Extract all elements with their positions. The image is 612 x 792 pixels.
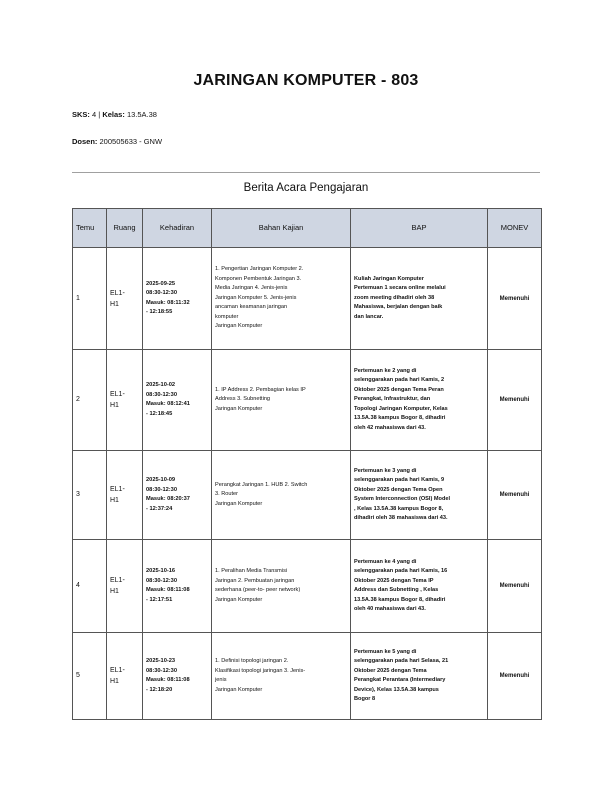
kehadiran-cell-line: - 12:18:55: [146, 309, 173, 315]
temu-cell: 5: [73, 633, 107, 720]
bahan-kajian-cell-line: ancaman keamanan jaringan: [215, 304, 288, 311]
horizontal-divider: [72, 172, 540, 173]
bap-cell-line: Pertemuan ke 2 yang di: [354, 367, 417, 374]
bahan-kajian-cell-line: 1. Peralihan Media Transmisi: [215, 568, 288, 574]
bap-cell-line: oleh 42 mahasiswa dari 43.: [354, 424, 426, 431]
kehadiran-cell: [143, 350, 212, 451]
temu-cell: 4: [73, 540, 107, 633]
kehadiran-cell-line: 2025-10-09: [146, 477, 176, 483]
kehadiran-cell-line: 08:30-12:30: [146, 290, 177, 296]
kehadiran-cell-line: Masuk: 08:11:08: [146, 587, 190, 593]
bahan-kajian-cell: [212, 248, 351, 350]
header-bap: BAP: [351, 209, 488, 248]
table-header-row: [73, 209, 542, 248]
bap-cell-line: 13.5A.38 kampus Bogor 8, dihadiri: [354, 596, 446, 603]
table-row: [73, 350, 542, 451]
bap-cell: [351, 451, 488, 540]
temu-cell: 1: [73, 248, 107, 350]
header-ruang: Ruang: [107, 209, 143, 248]
header-monev: MONEV: [488, 209, 542, 248]
meta-separator: |: [98, 110, 101, 119]
bahan-kajian-cell-line: Jaringan Komputer: [215, 686, 263, 693]
kehadiran-cell: [143, 248, 212, 350]
section-title: Berita Acara Pengajaran: [243, 182, 369, 194]
table-row: [73, 540, 542, 633]
bahan-kajian-cell-line: Jaringan Komputer 5. Jenis-jenis: [215, 294, 297, 301]
bap-cell-line: Device), Kelas 13.5A.38 kampus: [354, 686, 439, 693]
monev-cell: Memenuhi: [488, 248, 542, 350]
temu-cell: 2: [73, 350, 107, 451]
kehadiran-cell-line: 2025-10-02: [146, 382, 176, 388]
ruang-cell-line: EL1-: [110, 289, 125, 297]
monev-cell: Memenuhi: [488, 451, 542, 540]
bap-cell: [351, 633, 488, 720]
bap-cell-line: Bogor 8: [354, 696, 376, 702]
ruang-cell: [107, 451, 143, 540]
bap-cell-line: System Interconnection (OSI) Model: [354, 496, 451, 502]
ruang-cell-line: H1: [110, 678, 119, 685]
kehadiran-cell-line: 2025-10-23: [146, 658, 176, 664]
kehadiran-cell-line: 08:30-12:30: [146, 486, 177, 493]
bahan-kajian-cell-line: Jaringan 2. Pembuatan jaringan: [215, 577, 295, 584]
bap-cell-line: selenggarakan pada hari Selasa, 21: [354, 658, 449, 664]
bahan-kajian-cell-line: komputer: [215, 313, 239, 320]
header-kehadiran: Kehadiran: [143, 209, 212, 248]
bap-cell-line: Topologi Jaringan Komputer, Kelas: [354, 405, 448, 412]
bap-cell-line: Perangkat Perantara (Intermediary: [354, 677, 446, 683]
bap-cell-line: zoom meeting dihadiri oleh 38: [354, 294, 435, 301]
bahan-kajian-cell-line: Klasifikasi topologi jaringan 3. Jenis-: [215, 667, 306, 674]
kehadiran-cell-line: Masuk: 08:12:41: [146, 401, 190, 407]
bahan-kajian-cell: [212, 540, 351, 633]
bap-cell-line: dihadiri oleh 38 mahasiswa dari 43.: [354, 515, 448, 521]
monev-cell: Memenuhi: [488, 350, 542, 451]
bap-cell-line: dan lancar.: [354, 313, 384, 320]
bap-cell-line: Mahasiswa, berjalan dengan baik: [354, 304, 443, 311]
bap-cell: [351, 248, 488, 350]
bap-cell-line: Perangkat, Infrastruktur, dan: [354, 396, 431, 403]
bap-cell-line: oleh 40 mahasiswa dari 43.: [354, 606, 426, 612]
bap-cell-line: 13.5A.38 kampus Bogor 8, dihadiri: [354, 415, 446, 422]
ruang-cell-line: EL1-: [110, 667, 125, 674]
kehadiran-cell-line: 08:30-12:30: [146, 577, 177, 584]
ruang-cell-line: H1: [110, 300, 119, 308]
dosen-value: 200505633 - GNW: [99, 137, 163, 146]
bahan-kajian-cell-line: Komponen Pembentuk Jaringan 3.: [215, 275, 302, 282]
table-row: [73, 633, 542, 720]
dosen-label: Dosen:: [72, 137, 98, 146]
bap-cell-line: Pertemuan ke 4 yang di: [354, 558, 417, 565]
lecturer-line: [72, 137, 162, 146]
course-title: JARINGAN KOMPUTER - 803: [193, 72, 419, 89]
kehadiran-cell-line: - 12:17:51: [146, 596, 173, 603]
ruang-cell-line: EL1-: [110, 577, 125, 584]
bap-cell-line: selenggarakan pada hari Kamis, 9: [354, 477, 445, 483]
monev-cell: Memenuhi: [488, 540, 542, 633]
bahan-kajian-cell-line: 1. Pengertian Jaringan Komputer 2.: [215, 266, 304, 273]
bahan-kajian-cell-line: Jaringan Komputer: [215, 323, 263, 330]
kehadiran-cell-line: 08:30-12:30: [146, 391, 177, 398]
bap-cell-line: Pertemuan 1 secara online melalui: [354, 285, 446, 292]
bap-cell-line: Pertemuan ke 5 yang di: [354, 648, 417, 655]
header-bahan-kajian: Bahan Kajian: [212, 209, 351, 248]
sks-value: 4: [92, 110, 97, 119]
ruang-cell-line: EL1-: [110, 486, 125, 493]
bap-cell-line: selenggarakan pada hari Kamis, 2: [354, 377, 445, 384]
bap-cell-line: selenggarakan pada hari Kamis, 16: [354, 568, 448, 574]
ruang-cell-line: H1: [110, 497, 119, 504]
table-row: [73, 451, 542, 540]
bahan-kajian-cell-line: Perangkat Jaringan 1. HUB 2. Switch: [215, 481, 308, 488]
kehadiran-cell-line: Masuk: 08:11:08: [146, 677, 190, 683]
bahan-kajian-cell-line: 1. Definisi topologi jaringan 2.: [215, 658, 289, 664]
ruang-cell: [107, 540, 143, 633]
bap-cell: [351, 540, 488, 633]
bap-cell-line: Oktober 2025 dengan Tema Peran: [354, 386, 444, 393]
kehadiran-cell-line: 2025-10-16: [146, 568, 176, 574]
kehadiran-cell: [143, 451, 212, 540]
course-meta-line: [72, 110, 157, 119]
bahan-kajian-cell-line: 1. IP Address 2. Pembagian kelas IP: [215, 386, 306, 393]
bahan-kajian-cell-line: Jaringan Komputer: [215, 500, 263, 507]
header-temu: Temu: [73, 209, 107, 248]
kehadiran-cell: [143, 540, 212, 633]
bahan-kajian-cell-line: sederhana (peer-to- peer network): [215, 587, 301, 593]
bahan-kajian-cell-line: jenis: [215, 677, 227, 683]
bahan-kajian-cell-line: 3. Router: [215, 491, 239, 498]
bahan-kajian-cell: [212, 350, 351, 451]
ruang-cell: [107, 633, 143, 720]
bahan-kajian-cell-line: Jaringan Komputer: [215, 405, 263, 412]
bahan-kajian-cell: [212, 633, 351, 720]
ruang-cell: [107, 248, 143, 350]
monev-cell: Memenuhi: [488, 633, 542, 720]
table-row: [73, 248, 542, 350]
sks-label: SKS:: [72, 110, 90, 119]
kehadiran-cell: [143, 633, 212, 720]
teaching-record-table: [72, 208, 542, 720]
ruang-cell-line: EL1-: [110, 391, 125, 398]
bahan-kajian-cell-line: Jaringan Komputer: [215, 596, 263, 603]
ruang-cell: [107, 350, 143, 451]
kehadiran-cell-line: - 12:37:24: [146, 505, 173, 512]
bap-cell-line: Kuliah Jaringan Komputer: [354, 275, 424, 282]
bahan-kajian-cell: [212, 451, 351, 540]
bap-cell-line: Pertemuan ke 3 yang di: [354, 467, 417, 474]
ruang-cell-line: H1: [110, 402, 119, 409]
bap-cell-line: Address dan Subnetting , Kelas: [354, 587, 439, 593]
kelas-value: 13.5A.38: [126, 110, 157, 119]
bahan-kajian-cell-line: Address 3. Subnetting: [215, 396, 271, 403]
kehadiran-cell-line: Masuk: 08:11:32: [146, 299, 190, 306]
kehadiran-cell-line: Masuk: 08:20:37: [146, 496, 190, 502]
bap-cell-line: Oktober 2025 dengan Tema IP: [354, 577, 434, 584]
bap-cell-line: , Kelas 13.5A.38 kampus Bogor 8,: [354, 505, 444, 512]
kehadiran-cell-line: 08:30-12:30: [146, 667, 177, 674]
bap-cell: [351, 350, 488, 451]
temu-cell: 3: [73, 451, 107, 540]
ruang-cell-line: H1: [110, 588, 119, 595]
bahan-kajian-cell-line: Media Jaringan 4. Jenis-jenis: [215, 285, 288, 292]
kehadiran-cell-line: - 12:18:20: [146, 686, 173, 693]
bap-cell-line: Oktober 2025 dengan Tema: [354, 667, 427, 674]
kehadiran-cell-line: 2025-09-25: [146, 280, 176, 287]
bap-cell-line: Oktober 2025 dengan Tema Open: [354, 486, 443, 493]
kehadiran-cell-line: - 12:18:45: [146, 410, 173, 417]
kelas-label: Kelas:: [102, 110, 125, 119]
